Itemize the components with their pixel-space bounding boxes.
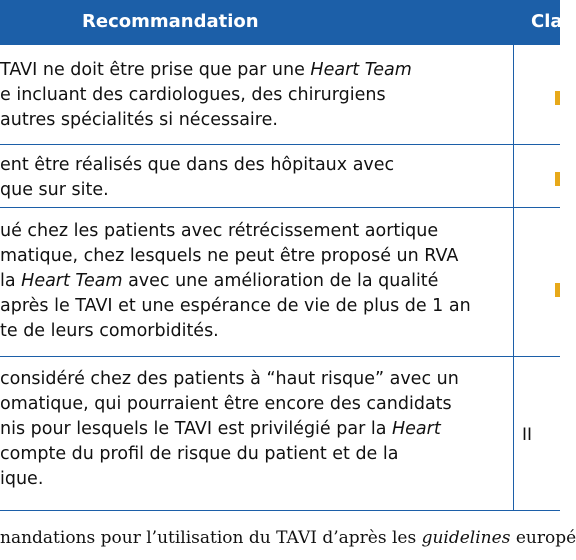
class-marker bbox=[555, 172, 560, 186]
row-line: TAVI ne doit être prise que par une Heart Team bbox=[0, 60, 412, 80]
row-line: nis pour lesquels le TAVI est privilégié par la Heart bbox=[0, 419, 441, 439]
table-row bbox=[0, 153, 508, 203]
row-line: ué chez les patients avec rétrécissement aortique bbox=[0, 221, 439, 241]
table-header bbox=[0, 0, 563, 45]
table-row bbox=[0, 219, 508, 344]
row-line: que sur site. bbox=[0, 180, 109, 200]
class-marker bbox=[555, 283, 560, 297]
row-line: ent être réalisés que dans des hôpitaux avec bbox=[0, 155, 395, 175]
row-line: après le TAVI et une espérance de vie de plus de 1 an bbox=[0, 296, 471, 316]
row-divider bbox=[0, 356, 560, 357]
table-bottom-rule bbox=[0, 510, 560, 511]
row-line: la Heart Team avec une amélioration de la qualité bbox=[0, 271, 439, 291]
row-line: te de leurs comorbidités. bbox=[0, 321, 219, 341]
table-caption: nandations pour l’utilisation du TAVI d’après les guidelines europé bbox=[0, 528, 576, 548]
row-line: matique, chez lesquels ne peut être proposé un RVA bbox=[0, 246, 459, 266]
row-line: compte du profil de risque du patient et de la bbox=[0, 444, 399, 464]
row-line: omatique, qui pourraient être encore des candidats bbox=[0, 394, 452, 414]
class-value: II bbox=[522, 425, 533, 445]
row-line: e incluant des cardiologues, des chirurgiens bbox=[0, 85, 386, 105]
row-divider bbox=[0, 207, 560, 208]
table-row bbox=[0, 58, 508, 133]
class-marker bbox=[555, 91, 560, 105]
column-divider bbox=[513, 45, 514, 510]
table-row bbox=[0, 367, 508, 492]
row-line: considéré chez des patients à “haut risque” avec un bbox=[0, 369, 459, 389]
row-divider bbox=[0, 144, 560, 145]
header-class: Cla bbox=[531, 11, 563, 32]
row-line: ique. bbox=[0, 469, 44, 489]
header-recommendation: Recommandation bbox=[82, 11, 259, 32]
row-line: autres spécialités si nécessaire. bbox=[0, 110, 278, 130]
